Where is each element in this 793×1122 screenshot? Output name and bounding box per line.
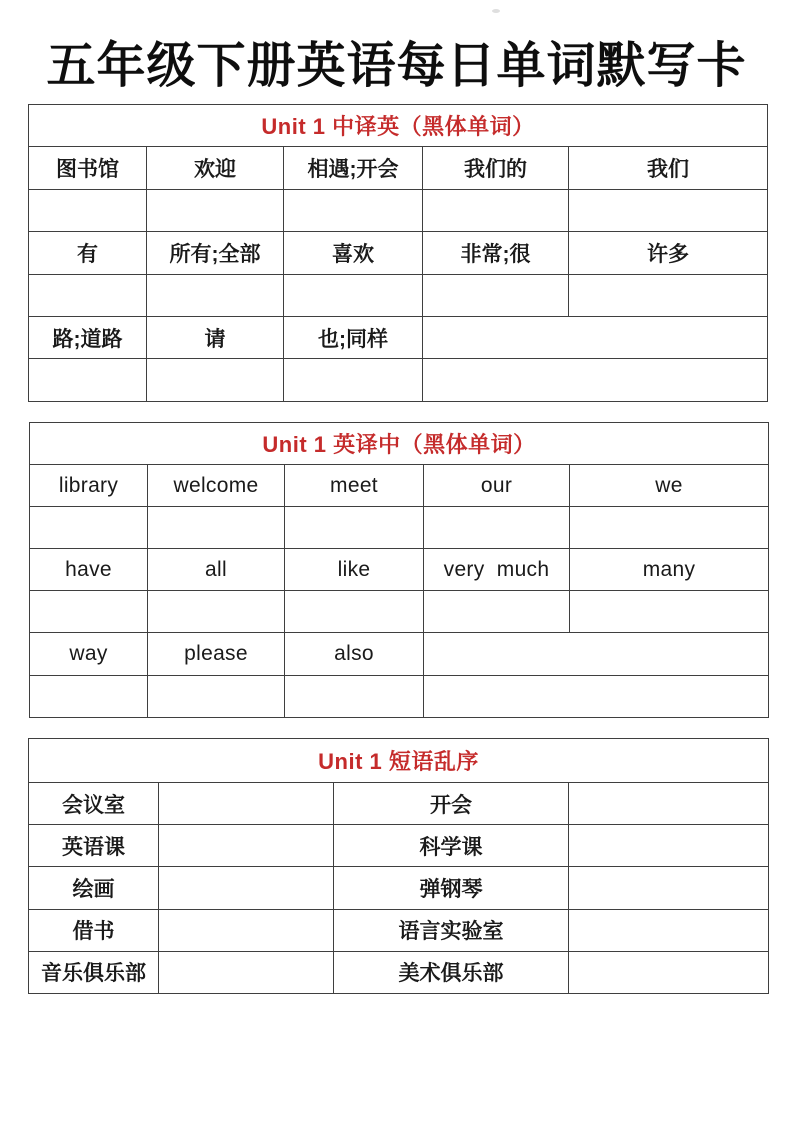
table-row (29, 274, 768, 316)
answer-cell (148, 591, 285, 633)
answer-cell (569, 274, 768, 316)
answer-cell (569, 909, 769, 951)
table-row (29, 951, 769, 993)
answer-cell (29, 189, 147, 231)
table-row (29, 147, 768, 189)
phrase-cell: 开会 (334, 783, 569, 825)
word-cell: 路;道路 (29, 316, 147, 358)
table-row (29, 189, 768, 231)
table-en-to-cn-header: Unit 1 英译中（黑体单词） (30, 423, 769, 465)
word-cell: library (30, 465, 148, 507)
answer-cell (424, 507, 570, 549)
table-phrases (28, 738, 769, 994)
word-cell: 图书馆 (29, 147, 147, 189)
table-row (29, 105, 768, 147)
word-cell: 许多 (569, 232, 768, 274)
table-row (29, 825, 769, 867)
table-row (29, 359, 768, 401)
word-cell: many (570, 549, 769, 591)
answer-cell (148, 675, 285, 717)
table-row (30, 549, 769, 591)
phrase-cell: 英语课 (29, 825, 159, 867)
word-cell: welcome (148, 465, 285, 507)
word-cell: 我们 (569, 147, 768, 189)
table-row (29, 316, 768, 358)
answer-cell (569, 189, 768, 231)
table-row (30, 465, 769, 507)
table-row (29, 739, 769, 783)
answer-cell (423, 274, 569, 316)
answer-cell (159, 825, 334, 867)
word-cell: meet (285, 465, 424, 507)
word-cell: 相遇;开会 (284, 147, 423, 189)
table-row (29, 232, 768, 274)
table-row (30, 633, 769, 675)
table-en-to-cn (29, 422, 769, 718)
word-cell: like (285, 549, 424, 591)
word-cell: 欢迎 (147, 147, 284, 189)
word-cell: our (424, 465, 570, 507)
phrase-cell: 会议室 (29, 783, 159, 825)
phrase-cell: 借书 (29, 909, 159, 951)
answer-cell (159, 909, 334, 951)
word-cell: all (148, 549, 285, 591)
phrase-cell: 语言实验室 (334, 909, 569, 951)
page-title: 五年级下册英语每日单词默写卡 (46, 39, 747, 93)
answer-cell (570, 507, 769, 549)
phrase-cell: 美术俱乐部 (334, 951, 569, 993)
word-cell: 请 (147, 316, 284, 358)
scan-artifact-dot (492, 9, 500, 13)
answer-cell (569, 951, 769, 993)
answer-cell (569, 783, 769, 825)
answer-cell (284, 359, 423, 401)
empty-region (424, 675, 769, 717)
word-cell: way (30, 633, 148, 675)
answer-cell (30, 591, 148, 633)
word-cell: 也;同样 (284, 316, 423, 358)
table-cn-to-en-header: Unit 1 中译英（黑体单词） (29, 105, 768, 147)
table-phrases-header: Unit 1 短语乱序 (29, 739, 769, 783)
phrase-cell: 科学课 (334, 825, 569, 867)
empty-region (424, 633, 769, 675)
table-row (30, 591, 769, 633)
word-cell: 所有;全部 (147, 232, 284, 274)
word-cell: 喜欢 (284, 232, 423, 274)
table-cn-to-en (28, 104, 768, 402)
table-row (30, 507, 769, 549)
answer-cell (147, 189, 284, 231)
answer-cell (285, 675, 424, 717)
answer-cell (30, 675, 148, 717)
answer-cell (284, 274, 423, 316)
table-row (29, 783, 769, 825)
answer-cell (147, 274, 284, 316)
empty-region (423, 359, 768, 401)
answer-cell (570, 591, 769, 633)
answer-cell (423, 189, 569, 231)
table-row (30, 675, 769, 717)
table-row (30, 423, 769, 465)
answer-cell (148, 507, 285, 549)
table-row (29, 909, 769, 951)
word-cell: 有 (29, 232, 147, 274)
word-cell: we (570, 465, 769, 507)
table-row (29, 867, 769, 909)
answer-cell (29, 359, 147, 401)
word-cell: very much (424, 549, 570, 591)
word-cell: have (30, 549, 148, 591)
answer-cell (30, 507, 148, 549)
answer-cell (285, 507, 424, 549)
answer-cell (569, 867, 769, 909)
answer-cell (29, 274, 147, 316)
empty-region (423, 316, 768, 358)
phrase-cell: 绘画 (29, 867, 159, 909)
answer-cell (285, 591, 424, 633)
answer-cell (569, 825, 769, 867)
word-cell: 我们的 (423, 147, 569, 189)
phrase-cell: 弹钢琴 (334, 867, 569, 909)
answer-cell (424, 591, 570, 633)
answer-cell (147, 359, 284, 401)
answer-cell (159, 867, 334, 909)
word-cell: also (285, 633, 424, 675)
word-cell: please (148, 633, 285, 675)
answer-cell (284, 189, 423, 231)
phrase-cell: 音乐俱乐部 (29, 951, 159, 993)
answer-cell (159, 783, 334, 825)
answer-cell (159, 951, 334, 993)
word-cell: 非常;很 (423, 232, 569, 274)
